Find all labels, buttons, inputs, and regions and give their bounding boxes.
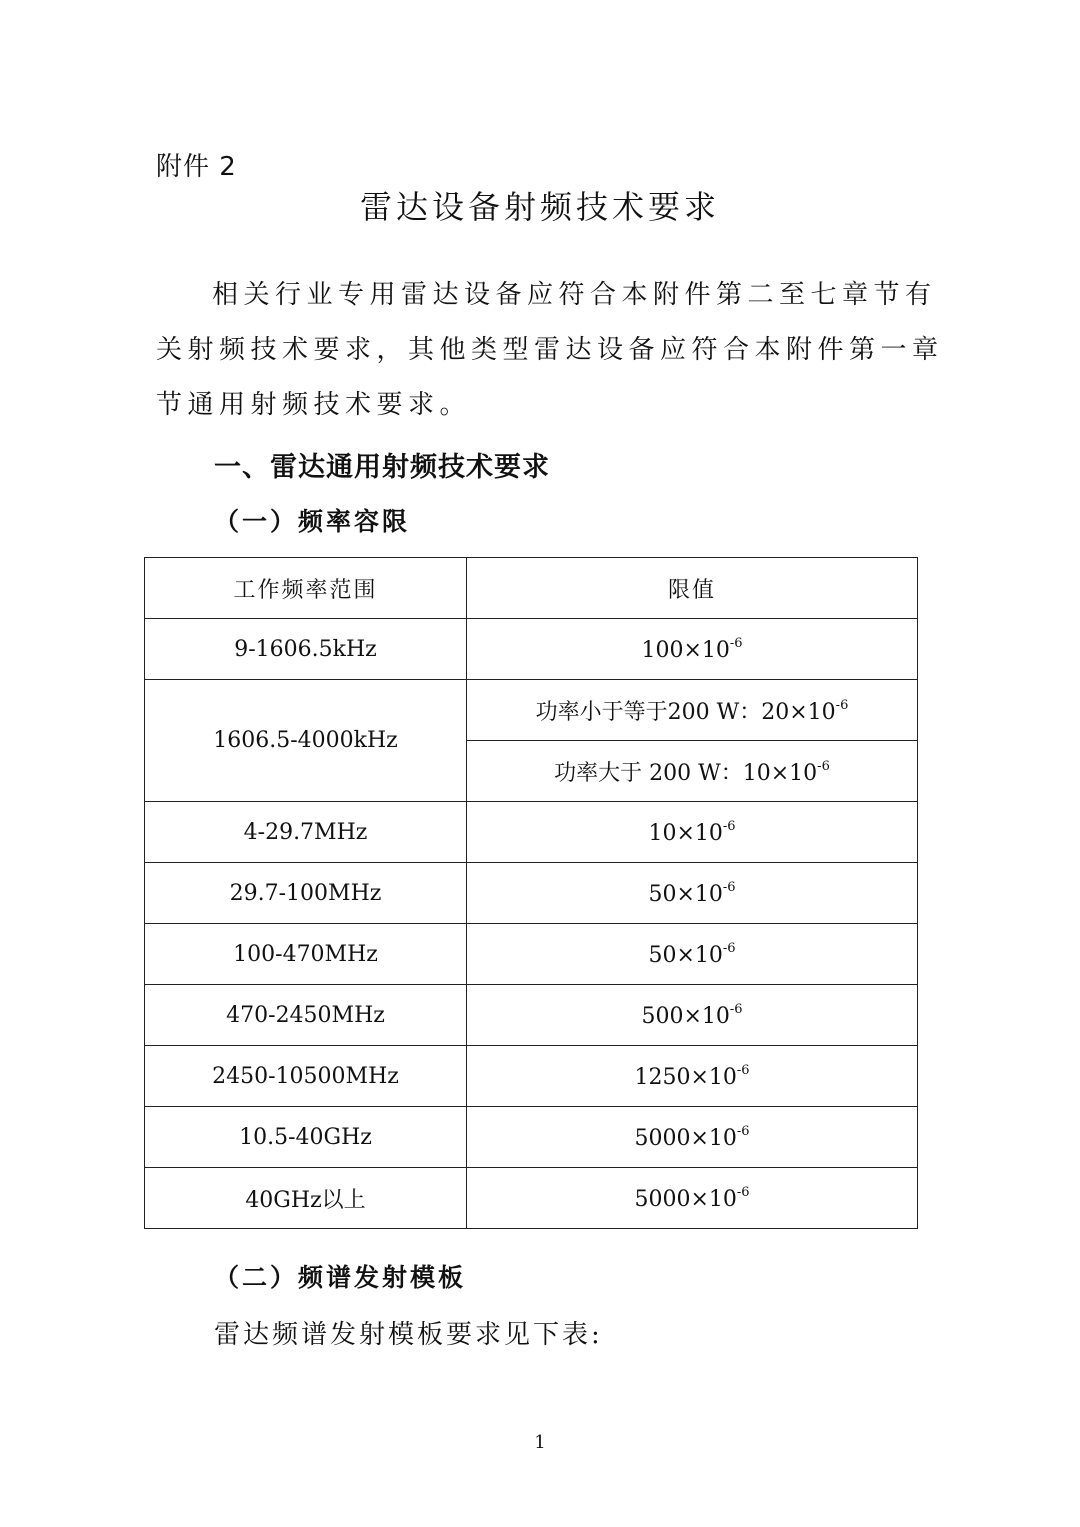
subsection-1-heading: （一）频率容限	[214, 507, 411, 536]
cell-limit: 功率大于 200 W：$10\times 10^{-6}$	[467, 741, 918, 802]
cell-range: 1606.5-4000kHz	[145, 680, 467, 802]
table-row	[145, 1107, 918, 1168]
cell-limit: $10\times 10^{-6}$	[467, 802, 918, 863]
subsection-2-text: 雷达频谱发射模板要求见下表:	[214, 1320, 603, 1350]
cell-limit: $100\times 10^{-6}$	[467, 619, 918, 680]
document-title: 雷达设备射频技术要求	[359, 188, 720, 226]
cell-range: 4-29.7MHz	[145, 802, 467, 863]
cell-range: 40GHz以上	[145, 1168, 467, 1229]
attachment-label: 附件 2	[156, 152, 237, 182]
table-row	[145, 924, 918, 985]
table-row	[145, 1046, 918, 1107]
subsection-2-heading: （二）频谱发射模板	[214, 1263, 467, 1292]
cell-limit: $5000\times 10^{-6}$	[467, 1107, 918, 1168]
table-row	[145, 985, 918, 1046]
cell-range: 100-470MHz	[145, 924, 467, 985]
table-row	[145, 680, 918, 741]
page-number: 1	[534, 1432, 546, 1453]
table-header-row	[145, 558, 918, 619]
table-row	[145, 863, 918, 924]
table-row	[145, 1168, 918, 1229]
frequency-tolerance-table	[144, 557, 918, 1229]
header-limit: 限值	[467, 558, 918, 619]
cell-limit: 功率小于等于200 W：$20\times 10^{-6}$	[467, 680, 918, 741]
cell-limit: $500\times 10^{-6}$	[467, 985, 918, 1046]
table-row	[145, 802, 918, 863]
table-row	[145, 619, 918, 680]
cell-range: 2450-10500MHz	[145, 1046, 467, 1107]
cell-limit: $50\times 10^{-6}$	[467, 924, 918, 985]
cell-range: 470-2450MHz	[145, 985, 467, 1046]
cell-limit: $50\times 10^{-6}$	[467, 863, 918, 924]
cell-range: 29.7-100MHz	[145, 863, 467, 924]
cell-range: 10.5-40GHz	[145, 1107, 467, 1168]
cell-limit: $5000\times 10^{-6}$	[467, 1168, 918, 1229]
header-frequency-range: 工作频率范围	[145, 558, 467, 619]
intro-paragraph: 相关行业专用雷达设备应符合本附件第二至七章节有关射频技术要求，其他类型雷达设备应符合本附件第一章节通用射频技术要求。	[156, 280, 944, 420]
cell-range: 9-1606.5kHz	[145, 619, 467, 680]
cell-limit: $1250\times 10^{-6}$	[467, 1046, 918, 1107]
section-1-heading: 一、雷达通用射频技术要求	[214, 452, 550, 483]
